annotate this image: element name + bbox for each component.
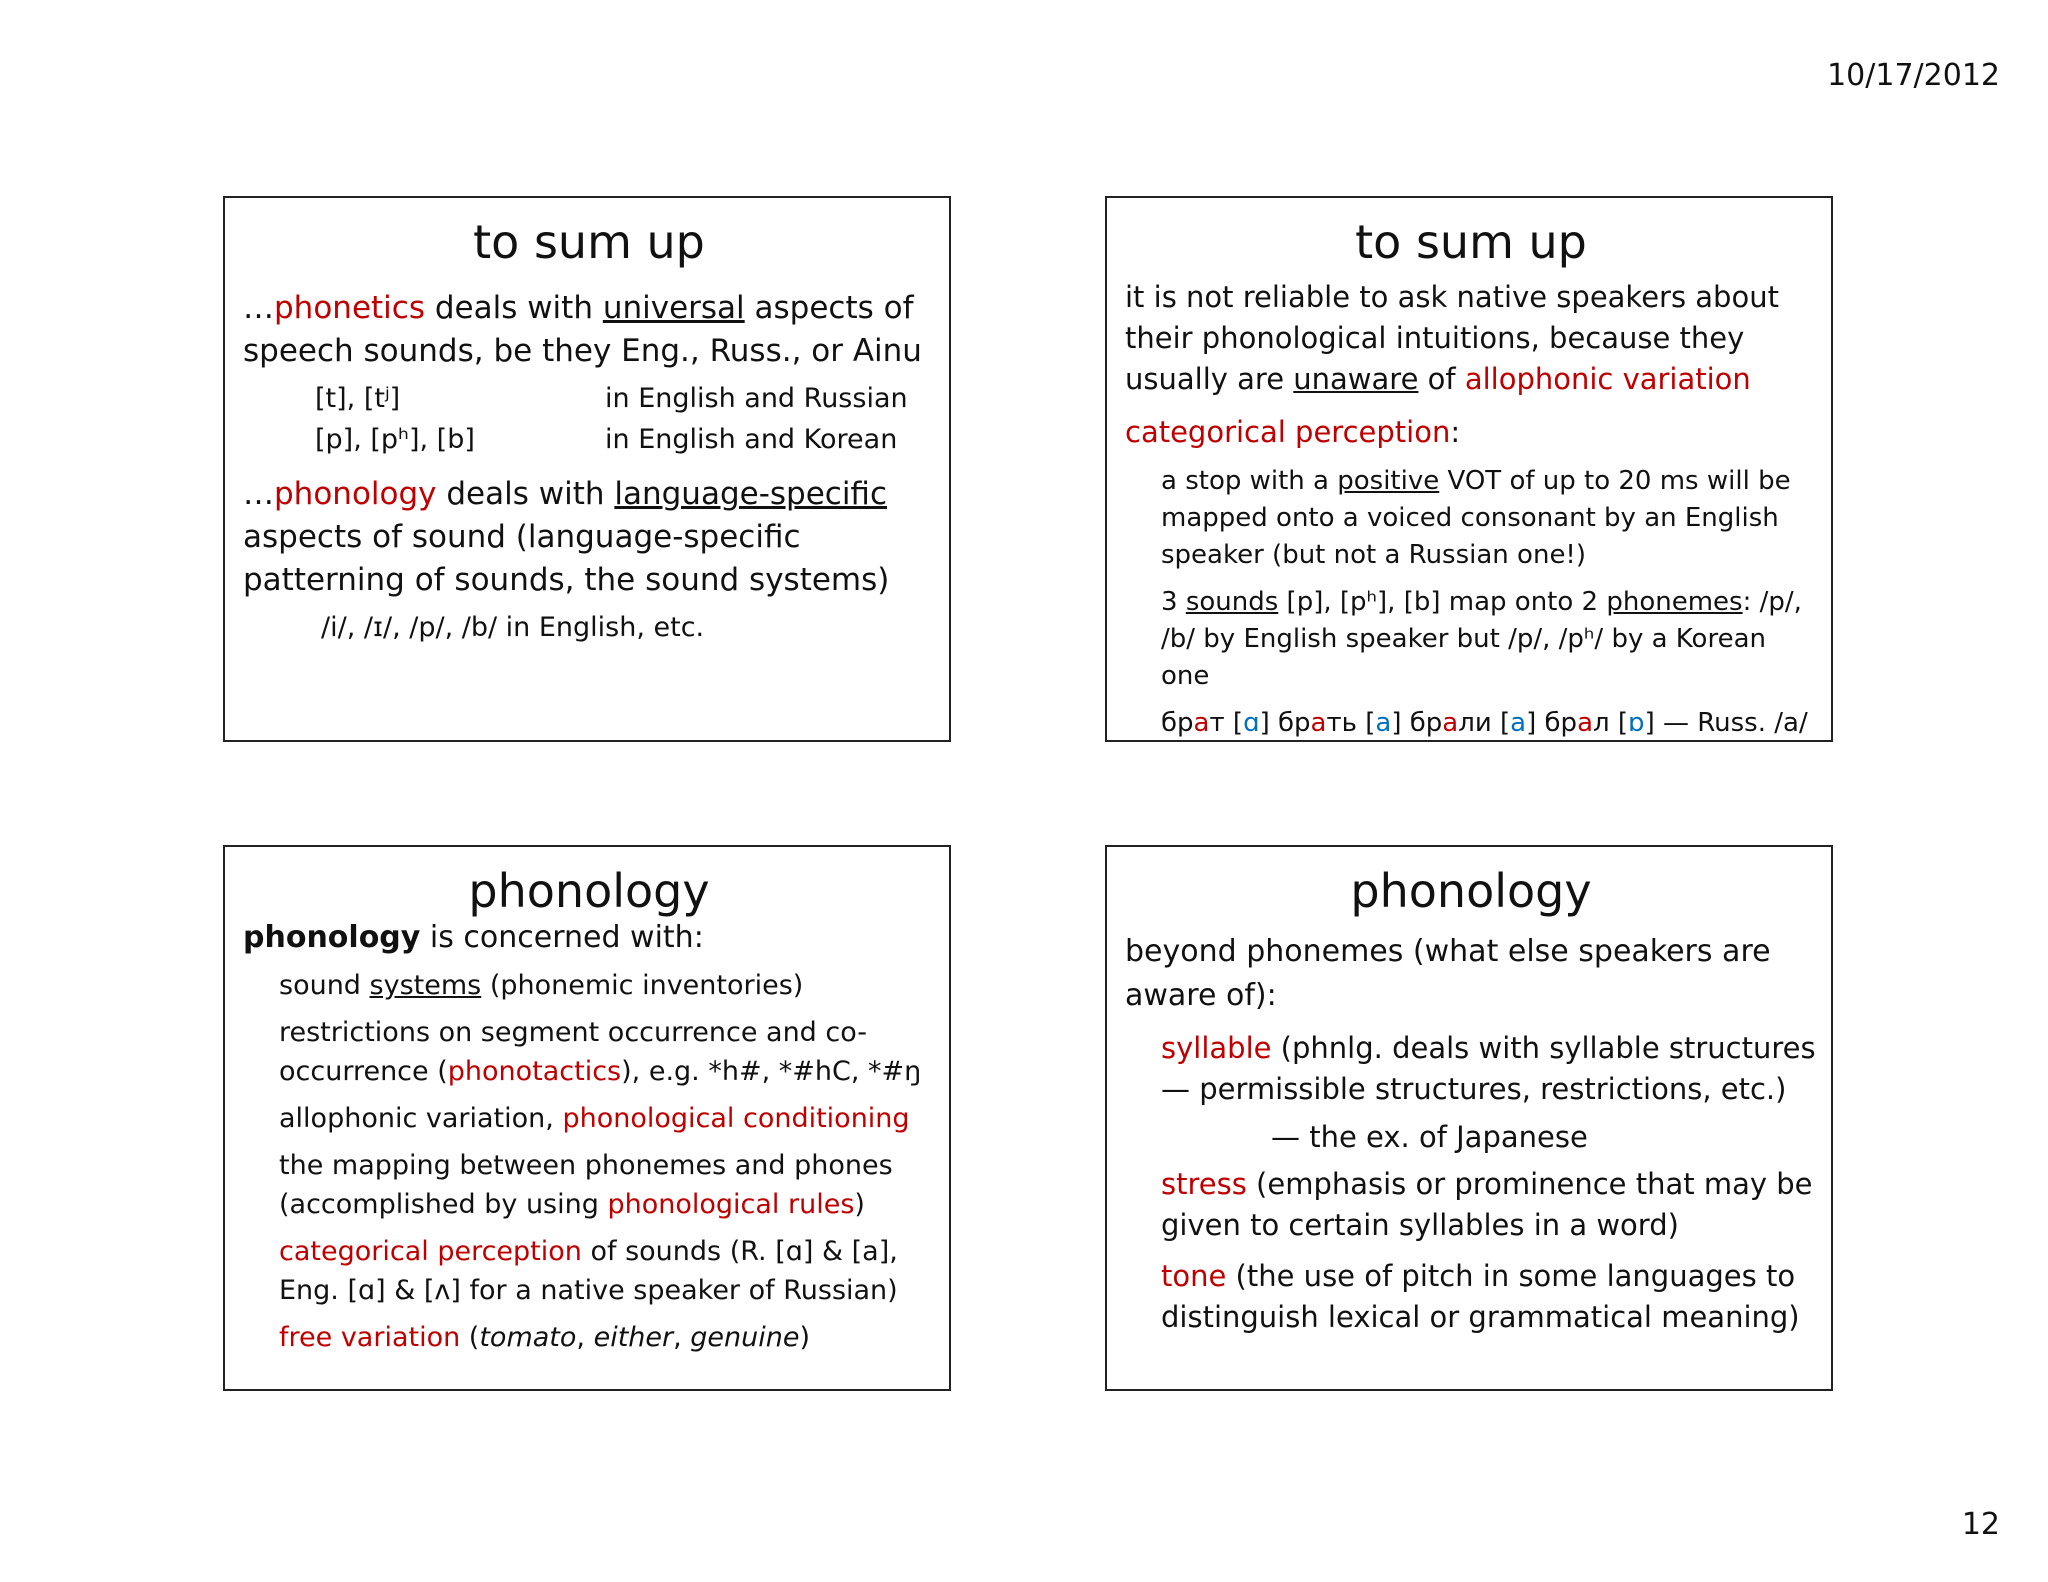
text: бр: [1278, 707, 1311, 738]
text: [: [1232, 707, 1244, 738]
list-item: [1161, 1164, 1817, 1246]
text: — Russ. /a/: [1654, 707, 1808, 738]
text: is concerned with:: [420, 919, 704, 955]
example-languages: in English and Korean: [605, 423, 898, 455]
intuition-paragraph: [1125, 277, 1817, 400]
text: [: [1500, 707, 1511, 738]
slide-title: to sum up: [473, 215, 705, 269]
text: бр: [1544, 707, 1578, 738]
phoneme-mapping-bullet: [1161, 584, 1817, 695]
term-phonotactics: phonotactics: [447, 1055, 622, 1087]
text: : /p/, /b/ by English speaker but /p/, /pʰ/ by a Korean one: [1161, 586, 1802, 691]
underlined-text: language-specific: [614, 475, 888, 512]
page-number: 12: [1961, 1507, 2000, 1542]
slide-thumbnail-2: [1105, 196, 1833, 742]
slide-title: phonology: [1350, 864, 1592, 918]
slide-thumbnail-3: [223, 845, 951, 1391]
underlined-text: sounds: [1185, 586, 1279, 617]
text: deals with: [424, 289, 603, 326]
phone: a: [1375, 707, 1392, 738]
phonetics-paragraph: [243, 287, 935, 373]
text: ): [854, 1188, 865, 1220]
vot-bullet: [1161, 463, 1817, 574]
text: ,: [576, 1321, 594, 1353]
example-row: [315, 424, 935, 455]
list-item: [279, 966, 935, 1005]
text: ]: [1526, 707, 1545, 738]
example-sounds: [t], [tʲ]: [315, 382, 401, 414]
term-phonetics: phonetics: [274, 289, 425, 326]
text: бр: [1161, 707, 1194, 738]
term-allophonic-variation: allophonic variation: [1464, 361, 1751, 396]
text: ]: [1644, 707, 1655, 738]
text: ): [799, 1321, 811, 1353]
list-item: [279, 1232, 935, 1310]
text: :: [1450, 414, 1461, 449]
text: of sounds (R. [ɑ] & [a], Eng. [ɑ] & [ʌ] for a native speaker of Russian): [279, 1235, 898, 1306]
list-item: [279, 1099, 935, 1138]
text: (: [460, 1321, 480, 1353]
vowel: а: [1442, 707, 1459, 738]
slide-thumbnail-4: [1105, 845, 1833, 1391]
text: (phonemic inventories): [481, 969, 804, 1001]
text: it is not reliable to ask native speakers about their phonological intuitions, because they usually are: [1125, 279, 1779, 396]
vowel: а: [1577, 707, 1593, 738]
text: л: [1593, 707, 1618, 738]
term-free-variation: free variation: [279, 1321, 461, 1353]
text: ,: [673, 1321, 691, 1353]
text: [: [1365, 707, 1376, 738]
text: 3: [1161, 586, 1186, 617]
text: …: [243, 475, 274, 512]
header-date: 10/17/2012: [1827, 58, 2000, 93]
term-phonology: phonology: [274, 475, 437, 512]
text: aspects of speech sounds, be they Eng., Russ., or Ainu: [243, 289, 922, 369]
text: VOT of up to 20 ms will be mapped onto a voiced consonant by an English speaker (but not a Russian one!): [1161, 465, 1791, 570]
list-item: [279, 1013, 935, 1091]
underlined-text: positive: [1337, 465, 1440, 496]
text: (emphasis or prominence that may be given to certain syllables in a word): [1161, 1166, 1813, 1242]
phone: a: [1510, 707, 1527, 738]
italic-example: either: [593, 1321, 674, 1353]
lead-text: [243, 918, 935, 958]
text: of: [1418, 361, 1465, 396]
underlined-text: systems: [369, 969, 482, 1001]
lead-text: beyond phonemes (what else speakers are aware of):: [1125, 933, 1771, 1013]
term-phonological-rules: phonological rules: [607, 1188, 855, 1220]
term-categorical-perception: categorical perception: [1125, 414, 1451, 449]
vowel: а: [1193, 707, 1210, 738]
phonology-paragraph: [243, 473, 935, 602]
text: ]: [1259, 707, 1278, 738]
text: ]: [1391, 707, 1410, 738]
text: [: [1617, 707, 1629, 738]
text: ть: [1326, 707, 1366, 738]
italic-example: tomato: [479, 1321, 577, 1353]
term-syllable: syllable: [1161, 1030, 1272, 1065]
underlined-text: unaware: [1293, 361, 1419, 396]
phone: ɑ: [1243, 707, 1260, 738]
list-item: [279, 1146, 935, 1224]
text: (the use of pitch in some languages to distinguish lexical or grammatical meaning): [1161, 1258, 1800, 1334]
text: allophonic variation,: [279, 1102, 563, 1134]
phoneme-example: /i/, /ɪ/, /p/, /b/ in English, etc.: [321, 611, 705, 643]
text: бр: [1409, 707, 1443, 738]
list-item: [279, 1318, 935, 1357]
text: …: [243, 289, 274, 326]
text: restrictions on segment occurrence and co-occurrence (: [279, 1016, 868, 1087]
example-row: [315, 383, 935, 414]
text: ), e.g. *h#, *#hC, *#ŋ: [621, 1055, 922, 1087]
text: (phnlg. deals with syllable structures — permissible structures, restrictions, etc.): [1161, 1030, 1816, 1106]
term-stress: stress: [1161, 1166, 1247, 1201]
text: the mapping between phonemes and phones (accomplished by using: [279, 1149, 893, 1220]
text: ли: [1458, 707, 1500, 738]
example-sounds: [p], [pʰ], [b]: [315, 423, 475, 455]
underlined-text: universal: [602, 289, 745, 326]
text: т: [1209, 707, 1233, 738]
term-phonological-conditioning: phonological conditioning: [562, 1102, 910, 1134]
vowel: а: [1310, 707, 1327, 738]
list-item: [1161, 1256, 1817, 1338]
phone: ɒ: [1628, 707, 1645, 738]
russian-example: [1161, 705, 1817, 742]
text: aspects of sound (language-specific patterning of sounds, the sound systems): [243, 518, 890, 598]
text: sound: [279, 969, 370, 1001]
slide-title: to sum up: [1355, 215, 1587, 269]
italic-example: genuine: [690, 1321, 800, 1353]
list-item: [1161, 1028, 1817, 1110]
text: [p], [pʰ], [b] map onto 2: [1278, 586, 1607, 617]
example-languages: in English and Russian: [605, 382, 908, 414]
text: a stop with a: [1161, 465, 1338, 496]
categorical-perception-heading: [1125, 412, 1817, 453]
bold-term: phonology: [243, 919, 421, 955]
term-tone: tone: [1161, 1258, 1227, 1293]
japanese-example: — the ex. of Japanese: [1271, 1119, 1588, 1154]
slide-thumbnail-1: [223, 196, 951, 742]
underlined-text: phonemes: [1606, 586, 1743, 617]
text: deals with: [436, 475, 615, 512]
term-categorical-perception: categorical perception: [279, 1235, 582, 1267]
slide-title: phonology: [468, 864, 710, 918]
